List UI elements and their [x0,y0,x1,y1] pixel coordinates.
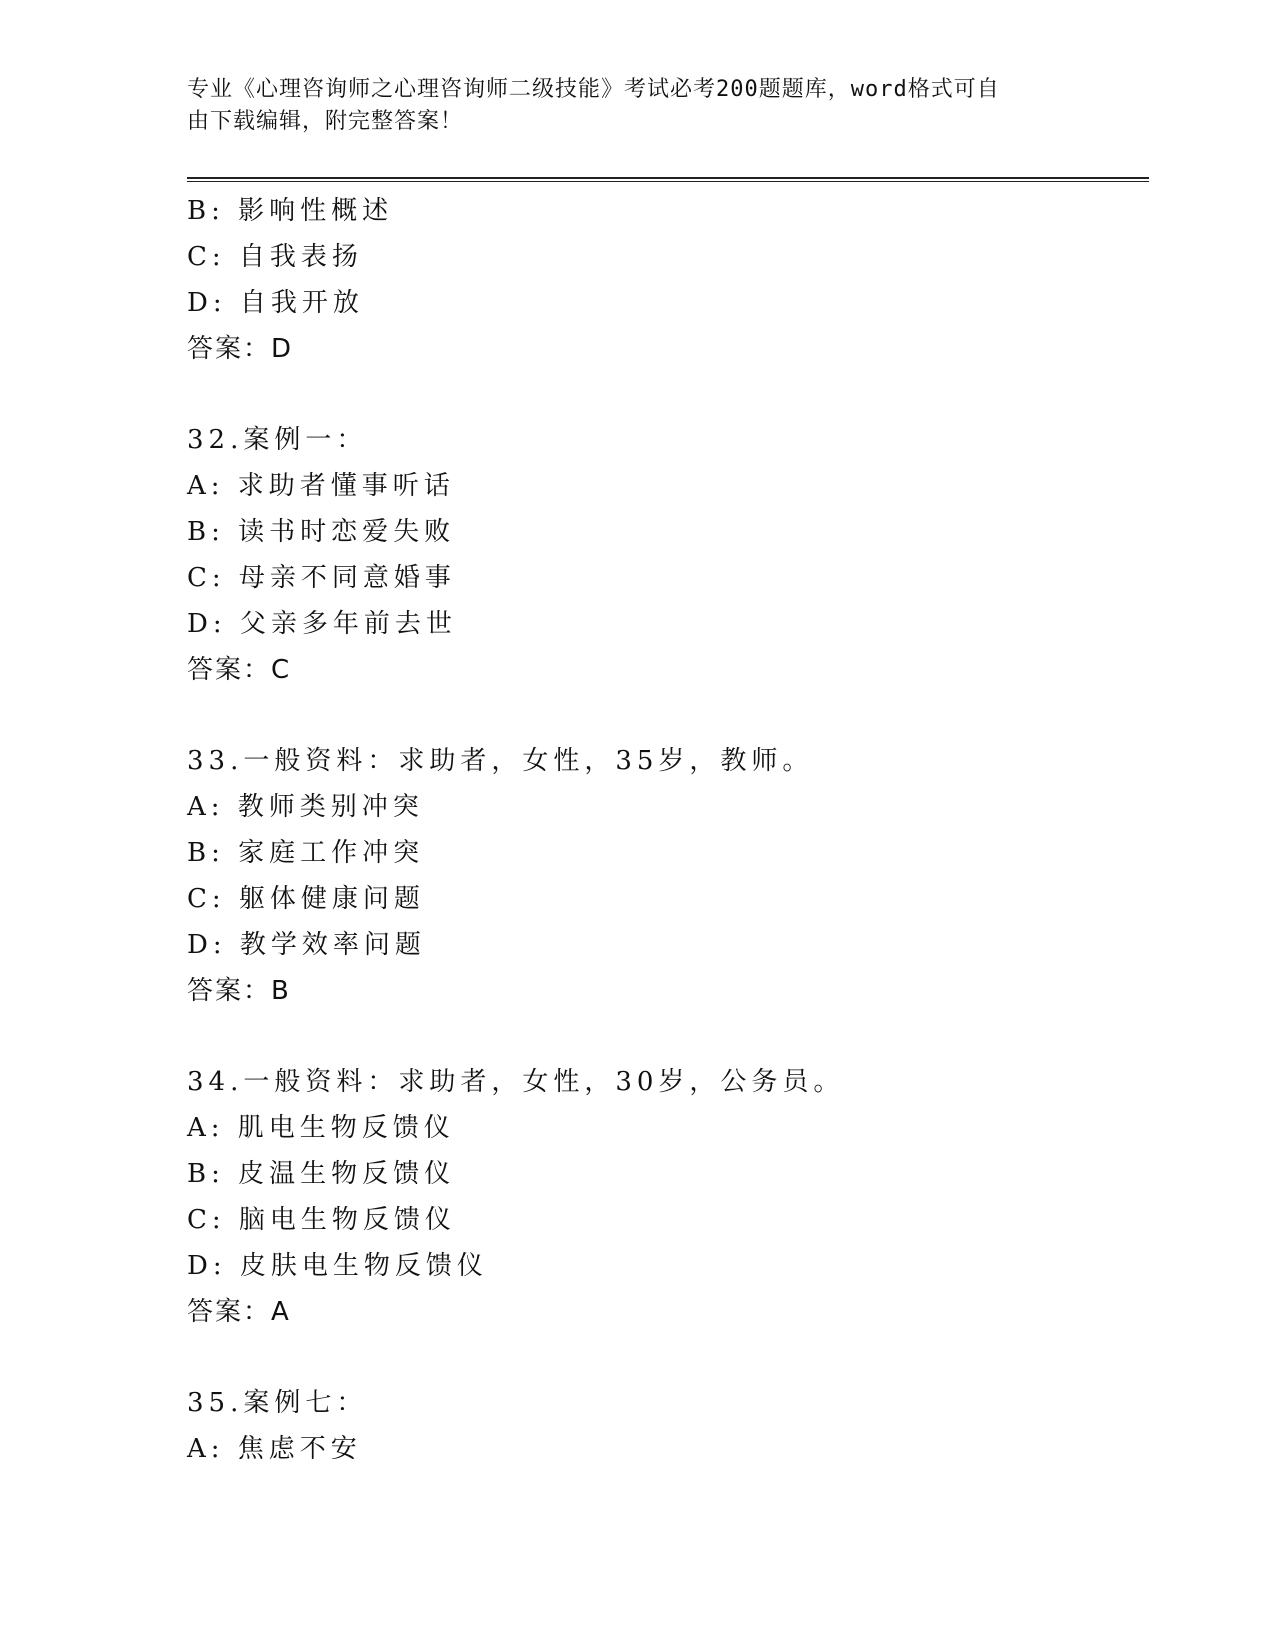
header-divider [187,177,1149,182]
spacer [187,372,1147,417]
question-stem: 34.一般资料：求助者，女性，30岁，公务员。 [187,1067,845,1097]
option-a: A: 焦虑不安 [187,1434,362,1464]
spacer [187,1014,1147,1059]
option-b: B: 影响性概述 [187,196,394,226]
answer: 答案：D [187,334,294,364]
answer: 答案：A [187,1297,291,1327]
answer: 答案：B [187,976,291,1006]
question-stem: 33.一般资料：求助者，女性，35岁，教师。 [187,746,814,776]
option-a: A: 教师类别冲突 [187,792,424,822]
option-b: B: 家庭工作冲突 [187,838,425,868]
question-stem: 32.案例一： [187,425,368,455]
option-a: A: 求助者懂事听话 [187,471,455,501]
header-line-1: 专业《心理咨询师之心理咨询师二级技能》考试必考200题题库，word格式可自 [187,77,1000,102]
header-line-2: 由下载编辑，附完整答案！ [187,109,464,134]
question-stem: 35.案例七： [187,1388,368,1418]
option-c: C: 母亲不同意婚事 [187,563,456,593]
question-32 [187,417,1147,693]
option-c: C: 自我表扬 [187,242,363,272]
option-d: D: 父亲多年前去世 [187,609,457,639]
option-b: B: 读书时恋爱失败 [187,517,456,547]
option-a: A: 肌电生物反馈仪 [187,1113,455,1143]
answer: 答案：C [187,655,292,685]
spacer [187,1335,1147,1380]
option-d: D: 自我开放 [187,288,364,318]
question-31-continuation [187,188,1147,372]
spacer [187,693,1147,738]
option-c: C: 躯体健康问题 [187,884,425,914]
question-34 [187,1059,1147,1335]
question-35 [187,1380,1147,1472]
question-list [187,188,1147,1472]
document-header [187,74,1067,138]
option-d: D: 教学效率问题 [187,930,426,960]
option-b: B: 皮温生物反馈仪 [187,1159,456,1189]
question-33 [187,738,1147,1014]
option-c: C: 脑电生物反馈仪 [187,1205,456,1235]
option-d: D: 皮肤电生物反馈仪 [187,1251,488,1281]
